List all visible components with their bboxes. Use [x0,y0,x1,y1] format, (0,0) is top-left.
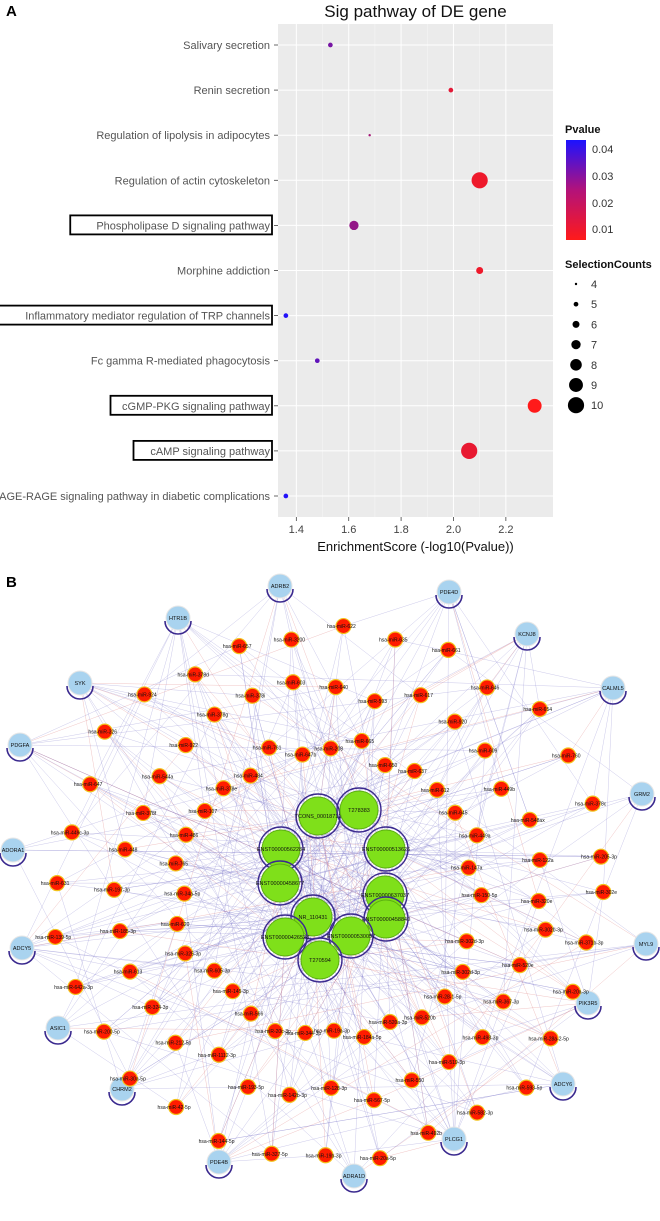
x-tick-label: 2.2 [498,524,513,536]
mirna-label: hsa-miR-20a-3p [553,990,589,996]
mirna-label: hsa-miR-205-3p [581,855,617,861]
y-tick-label: Phospholipase D signaling pathway [96,220,270,232]
panel-b-label: B [6,574,17,591]
mirna-label: hsa-miR-19b-3p [306,1153,342,1159]
mirna-label: hsa-miR-378f [126,811,157,817]
mirna-label: hsa-miR-613 [114,970,143,976]
y-tick-label: Regulation of lipolysis in adipocytes [96,130,270,142]
mirna-label: hsa-miR-367-3p [483,1000,519,1006]
mirna-label: hsa-miR-20a-5p [360,1156,396,1162]
hub-gene-label: SYK [74,681,85,687]
mirna-label: hsa-miR-761 [253,746,282,752]
mirna-label: hsa-miR-484 [234,774,263,780]
mirna-label: hsa-miR-635 [379,637,408,643]
lncrna-label: ENST00000458840 [362,917,410,923]
color-legend-tick: 0.01 [592,224,613,236]
mirna-label: hsa-miR-617 [404,693,433,699]
hub-gene-label: PDE4B [210,1160,228,1166]
mirna-label: hsa-miR-326 [88,730,117,736]
size-legend-dot [575,283,577,285]
y-tick-label: Regulation of actin cytoskeleton [115,175,270,187]
mirna-label: hsa-miR-324-3p [132,1005,168,1011]
data-point [472,172,488,188]
color-legend-tick: 0.02 [592,198,613,210]
data-point [368,134,370,136]
size-legend-dot [571,340,580,349]
mirna-label: hsa-miR-924 [128,692,157,698]
size-legend-label: 6 [591,319,597,331]
network-edge [80,683,125,849]
panel-a-label: A [6,3,17,20]
mirna-label: hsa-miR-650 [369,763,398,769]
x-tick-label: 1.8 [393,524,408,536]
mirna-label: hsa-miR-622 [327,624,356,630]
network-edge [144,586,280,694]
mirna-label: hsa-miR-28a-2-5p [528,1036,569,1042]
network-edge [58,755,568,1028]
mirna-label: hsa-miR-582-3p [457,1111,493,1117]
y-tick-label: Renin secretion [194,85,270,97]
mirna-label: hsa-miR-922 [169,743,198,749]
mirna-label: hsa-miR-20c-3p [255,1029,291,1035]
hub-gene-label: KCNJ8 [518,632,535,638]
mirna-label: hsa-miR-378i [236,694,266,700]
mirna-label: hsa-miR-302d-3p [441,970,480,976]
data-point [284,313,289,318]
mirna-label: hsa-miR-631 [41,881,70,887]
lncrna-label: ENST00000458677 [256,881,304,887]
mirna-label: hsa-miR-520a-3p [369,1020,408,1026]
hub-gene-label: PDE4D [440,590,458,596]
size-legend-label: 8 [591,360,597,372]
network-edge [184,894,219,1162]
mirna-label: hsa-miR-325-3p [165,951,201,957]
size-legend-dot [574,302,579,307]
mirna-label: hsa-miR-378g [197,713,229,719]
data-point [461,443,477,459]
mirna-label: hsa-miR-122a [522,858,554,864]
mirna-label: hsa-miR-612 [421,788,450,794]
mirna-label: hsa-miR-520b [404,1015,436,1021]
mirna-label: hsa-miR-107 [188,809,217,815]
hub-gene-label: ADORA1 [2,848,25,854]
size-legend-label: 10 [591,400,603,412]
mirna-label: hsa-miR-544a [142,774,174,780]
mirna-label: hsa-miR-492b [411,1131,443,1137]
hub-gene-label: ADCY6 [554,1082,572,1088]
mirna-label: hsa-miR-645 [439,811,468,817]
hub-gene-label: PDGFA [11,743,30,749]
network-edge [58,924,177,1028]
y-tick-label: AGE-RAGE signaling pathway in diabetic complications [0,491,270,503]
network-edge [125,849,280,883]
data-point [449,88,454,93]
mirna-label: hsa-miR-142b-3p [268,1093,307,1099]
network-edge [219,1100,374,1162]
mirna-label: hsa-miR-647b [285,753,317,759]
hub-gene-label: MYL9 [639,942,653,948]
lncrna-label: ENST00000530057 [327,934,375,940]
mirna-label: hsa-miR-665 [345,739,374,745]
mirna-label: hsa-miR-593-5p [506,1086,542,1092]
network-edge [454,813,455,1139]
mirna-label: hsa-miR-448 [109,847,138,853]
lncrna-label: NR_110431 [299,915,328,921]
mirna-label: hsa-miR-212-5p [155,1041,191,1047]
lncrna-label: ENST00000562284 [257,847,305,853]
mirna-label: hsa-miR-567-5p [354,1098,390,1104]
network-edge [477,634,527,835]
dot-plot-panel [0,0,660,570]
mirna-label: hsa-miR-344-3p [285,1031,321,1037]
mirna-label: hsa-miR-147a [451,866,483,872]
y-tick-label: Morphine addiction [177,266,270,278]
hub-gene-label: CHRM2 [112,1087,132,1093]
mirna-label: hsa-miR-449c-3p [51,830,90,836]
y-tick-label: cGMP-PKG signaling pathway [122,401,270,413]
color-legend-title: Pvalue [565,124,600,136]
mirna-label: hsa-miR-765 [159,861,188,867]
mirna-label: hsa-miR-657 [223,644,252,650]
mirna-label: hsa-miR-486 [170,833,199,839]
mirna-label: hsa-miR-661 [432,648,461,654]
data-point [328,43,333,48]
mirna-label: hsa-miR-550 [395,1078,424,1084]
mirna-label: hsa-miR-34a-5p [164,892,200,898]
size-legend-title: SelectionCounts [565,259,652,271]
mirna-label: hsa-miR-520e [502,963,534,969]
x-tick-label: 1.6 [341,524,356,536]
hub-gene-label: PIK3R5 [579,1001,598,1007]
mirna-label: hsa-miR-139-5p [35,935,71,941]
hub-gene-label: CALML5 [602,686,623,692]
size-legend-label: 9 [591,380,597,392]
mirna-label: hsa-miR-1112-3p [198,1053,236,1059]
mirna-label: hsa-miR-605-3p [194,969,230,975]
mirna-label: hsa-miR-327-5p [252,1152,288,1158]
lncrna-label: ENST00000426528 [261,935,309,941]
size-legend-dot [568,397,584,413]
mirna-label: hsa-miR-320e [521,899,553,905]
hub-gene-label: ADRA1D [343,1174,365,1180]
mirna-label: hsa-miR-184a-5p [343,1035,382,1041]
mirna-label: hsa-miR-30a-5p [110,1077,146,1083]
mirna-label: hsa-miR-128-3p [311,1086,347,1092]
network-edge [386,804,593,849]
mirna-label: hsa-miR-3200 [274,638,306,644]
mirna-label: hsa-miR-760 [552,753,581,759]
color-legend-tick: 0.04 [592,144,613,156]
size-legend-label: 7 [591,340,597,352]
y-tick-label: Fc gamma R-mediated phagocytosis [91,356,271,368]
mirna-label: hsa-miR-566 [235,1012,264,1018]
mirna-label: hsa-miR-302e [586,890,618,896]
data-point [315,358,320,363]
mirna-label: hsa-miR-640 [319,685,348,691]
mirna-label: hsa-miR-498-3p [463,1035,499,1041]
mirna-label: hsa-miR-193-5p [228,1085,264,1091]
lncrna-label: T278383 [348,808,370,814]
mirna-label: hsa-miR-28-1-5p [424,995,462,1001]
mirna-label: hsa-miR-647 [74,782,103,788]
network-chart [0,570,660,1216]
network-edge [55,937,454,1139]
hub-gene-label: ADCY5 [13,946,31,952]
mirna-label: hsa-miR-378e [206,786,238,792]
lncrna-label: ENST00000637037 [361,893,409,899]
mirna-label: hsa-miR-302d-3p [445,939,484,945]
x-axis-label: EnrichmentScore (-log10(Pvalue)) [317,539,514,554]
network-edge [20,687,336,745]
data-point [476,267,483,274]
dot-plot-chart [0,0,660,570]
network-panel [0,570,660,1216]
mirna-label: hsa-miR-42-5p [158,1105,191,1111]
hub-gene-label: HTR1B [169,616,187,622]
mirna-label: hsa-miR-208 [314,746,343,752]
hub-gene-label: ASIC1 [50,1026,66,1032]
color-legend-bar [566,140,586,240]
network-edge [90,618,178,784]
network-edge [318,687,487,816]
y-tick-label: Salivary secretion [183,40,270,52]
network-edge [22,948,503,1002]
mirna-label: hsa-miR-637 [398,769,427,775]
x-tick-label: 2.0 [446,524,461,536]
size-legend-dot [573,321,580,328]
mirna-label: hsa-miR-519-3p [429,1060,465,1066]
data-point [284,494,289,499]
network-edge [593,688,613,804]
size-legend-label: 4 [591,279,597,291]
data-point [528,399,542,413]
network-edge [186,745,281,849]
hub-gene-label: ADRB2 [271,584,289,590]
mirna-label: hsa-miR-920 [438,720,467,726]
mirna-label: hsa-miR-150-5p [461,893,497,899]
x-tick-label: 1.4 [289,524,304,536]
mirna-label: hsa-miR-378c [575,802,607,808]
mirna-label: hsa-miR-197-3p [94,888,130,894]
network-edge [269,592,449,748]
mirna-label: hsa-miR-19a-3p [314,1029,350,1035]
mirna-label: hsa-miR-642a-3p [54,985,93,991]
hub-gene-label: GRM2 [634,792,650,798]
mirna-label: hsa-miR-378d [177,672,209,678]
mirna-label: hsa-miR-593 [358,699,387,705]
size-legend-label: 5 [591,299,597,311]
mirna-label: hsa-miR-371b-3p [565,940,604,946]
size-legend-dot [569,378,583,392]
mirna-label: hsa-miR-603 [277,680,306,686]
mirna-label: hsa-miR-620 [161,922,190,928]
y-tick-label: Inflammatory mediator regulation of TRP channels [25,311,270,323]
lncrna-label: TCONS_00018712 [295,814,342,820]
size-legend-dot [570,359,582,371]
lncrna-label: ENST00000513626 [362,847,410,853]
mirna-label: hsa-miR-200-5p [84,1030,120,1036]
mirna-label: hsa-miR-144-5p [199,1139,235,1145]
mirna-label: hsa-miR-548ax [511,818,545,824]
mirna-label: hsa-miR-654 [523,707,552,713]
mirna-label: hsa-miR-302b-3p [524,928,563,934]
y-tick-label: cAMP signaling pathway [150,446,270,458]
lncrna-label: T270594 [309,958,331,964]
mirna-label: hsa-miR-449b [484,787,516,793]
network-edge [385,592,449,765]
color-legend-tick: 0.03 [592,171,613,183]
mirna-label: hsa-miR-646 [471,685,500,691]
hub-gene-label: PLCG1 [445,1137,463,1143]
mirna-label: hsa-miR-449a [459,833,491,839]
mirna-label: hsa-miR-185-3p [100,929,136,935]
chart-title: Sig pathway of DE gene [324,2,506,21]
mirna-label: hsa-miR-145-3p [213,989,249,995]
mirna-label: hsa-miR-609 [469,749,498,755]
data-point [349,221,358,230]
